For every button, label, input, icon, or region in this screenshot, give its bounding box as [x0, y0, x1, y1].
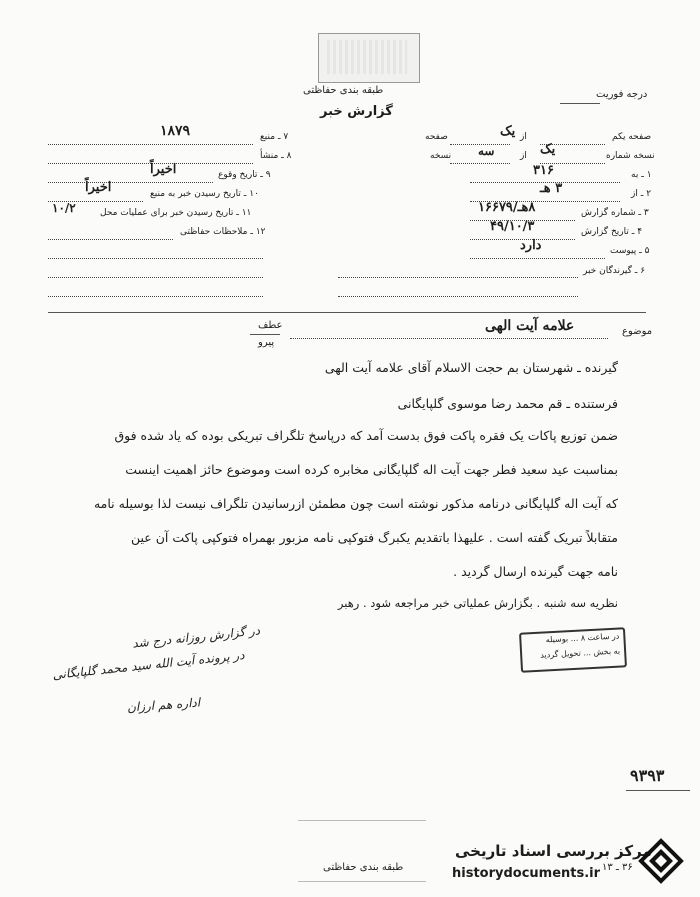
divider [48, 312, 646, 313]
page-number-rule [626, 790, 690, 791]
subject-value: علامه آیت الهی [485, 318, 575, 334]
field-value: ۱۰/۲ [52, 201, 76, 215]
priority-rule [560, 103, 600, 104]
received-stamp [519, 627, 627, 672]
field-value: اخیراً [85, 180, 112, 195]
opinion-line: نظریه سه شنبه . بگزارش عملیاتی خبر مراجعه شود . رهبر [337, 596, 618, 610]
stamp-line: در ساعت ۸ ... بوسیله [545, 631, 620, 645]
field-unit: صفحه [425, 132, 448, 142]
brand-url[interactable]: historydocuments.ir [452, 866, 601, 881]
body-line: بمناسبت عید سعید فطر جهت آیت اله گلپایگانی مخابره کرده است وموضوع حائز اهمیت اینست [125, 462, 618, 477]
field-label: ۲ ـ از [631, 189, 652, 199]
field-label: ۶ ـ گیرندگان خبر [583, 266, 646, 276]
field-label: ۷ ـ منبع [260, 132, 289, 142]
body-line: متقابلاً تبریک گفته است . علیهذا باتقدیم یکبرگ فتوکپی نامه مزبور بهمراه فتوکپی پاکت آن عین [131, 530, 618, 545]
field-value: ۱۸۷۹ [160, 123, 191, 139]
field-label: نسخه شماره [606, 151, 655, 161]
field-value: ۳ هـ [540, 181, 563, 196]
page-number: ۹۳۹۳ [630, 766, 665, 785]
dots [48, 277, 263, 278]
field-label: ۸ ـ منشأ [260, 151, 292, 161]
field-value: اخیراً [150, 162, 177, 177]
handwritten-note [51, 620, 261, 730]
field-value: یک [500, 124, 516, 139]
field-label: ۵ ـ پیوست [610, 246, 650, 256]
classification-label-top: طبقه بندی حفاظتی [303, 85, 384, 96]
body-line: که آیت اله گلپایگانی درنامه مذکور نوشته است چون مطمئن ازرسانیدن تلگراف نیست لذا بوسیله نامه [93, 496, 618, 511]
report-title: گزارش خبر [320, 104, 393, 119]
dots [338, 277, 578, 278]
field-label: ۱۰ ـ تاریخ رسیدن خبر به منبع [150, 189, 259, 199]
field-value: یک [540, 142, 556, 157]
atf-rule [250, 334, 280, 335]
peyro-label: پیرو [258, 337, 275, 348]
dots [48, 258, 263, 259]
priority-label: درجه فوریت [596, 89, 648, 100]
dots [48, 144, 253, 145]
note-line: در پرونده آیت الله سید محمد گلپایگانی [51, 647, 246, 683]
field-label: ۳ ـ شماره گزارش [581, 208, 649, 218]
field-sep: از [520, 132, 527, 142]
field-value: ۴۹/۱۰/۳ [490, 219, 535, 234]
field-label: ۹ ـ تاریخ وقوع [218, 170, 271, 180]
field-unit: نسخه [430, 151, 452, 161]
dots [48, 239, 173, 240]
field-value: دارد [520, 238, 542, 253]
body-line: فرستنده ـ قم محمد رضا موسوی گلپایگانی [397, 396, 618, 411]
footer-code: ۳۶ ـ ۱۳ [602, 862, 633, 873]
dots [48, 296, 263, 297]
classification-label-bottom: طبقه بندی حفاظتی [323, 862, 404, 873]
dots [338, 296, 578, 297]
field-label: ۱۱ ـ تاریخ رسیدن خبر برای عملیات محل [100, 208, 252, 218]
field-sep: از [520, 151, 527, 161]
stamp-line: به بخش ... تحویل گردید [540, 646, 621, 660]
dots [450, 163, 510, 164]
subject-label: موضوع [622, 326, 653, 337]
field-label: ۱۲ ـ ملاحظات حفاظتی [180, 227, 266, 237]
field-value-2: سه [478, 144, 495, 158]
body-line: ضمن توزیع پاکات یک فقره پاکت فوق بدست آمد که درپاسخ تلگراف تبریکی بوده که یاد شده فوق [114, 428, 618, 443]
body-line: نامه جهت گیرنده ارسال گردید . [453, 564, 618, 579]
note-line: در گزارش روزانه درج شد [131, 623, 261, 651]
top-stamp [318, 33, 420, 83]
field-value: ۸هـ/۱۶۶۷۹ [478, 200, 536, 215]
field-label: ۴ ـ تاریخ گزارش [581, 227, 643, 237]
field-value: ۳۱۶ [533, 163, 554, 178]
dots [48, 182, 213, 183]
subject-dots [290, 338, 608, 339]
atf-label: عطف [258, 320, 283, 331]
note-line: اداره هم ارزان [126, 695, 201, 715]
field-label: صفحه یکم [612, 132, 652, 142]
dots [470, 258, 605, 259]
field-label: ۱ ـ به [631, 170, 652, 180]
archive-logo-icon [635, 837, 687, 885]
body-line: گیرنده ـ شهرستان بم حجت الاسلام آقای علامه آیت الهی [324, 360, 618, 375]
brand-title: مرکز بررسی اسناد تاریخی [455, 842, 652, 860]
